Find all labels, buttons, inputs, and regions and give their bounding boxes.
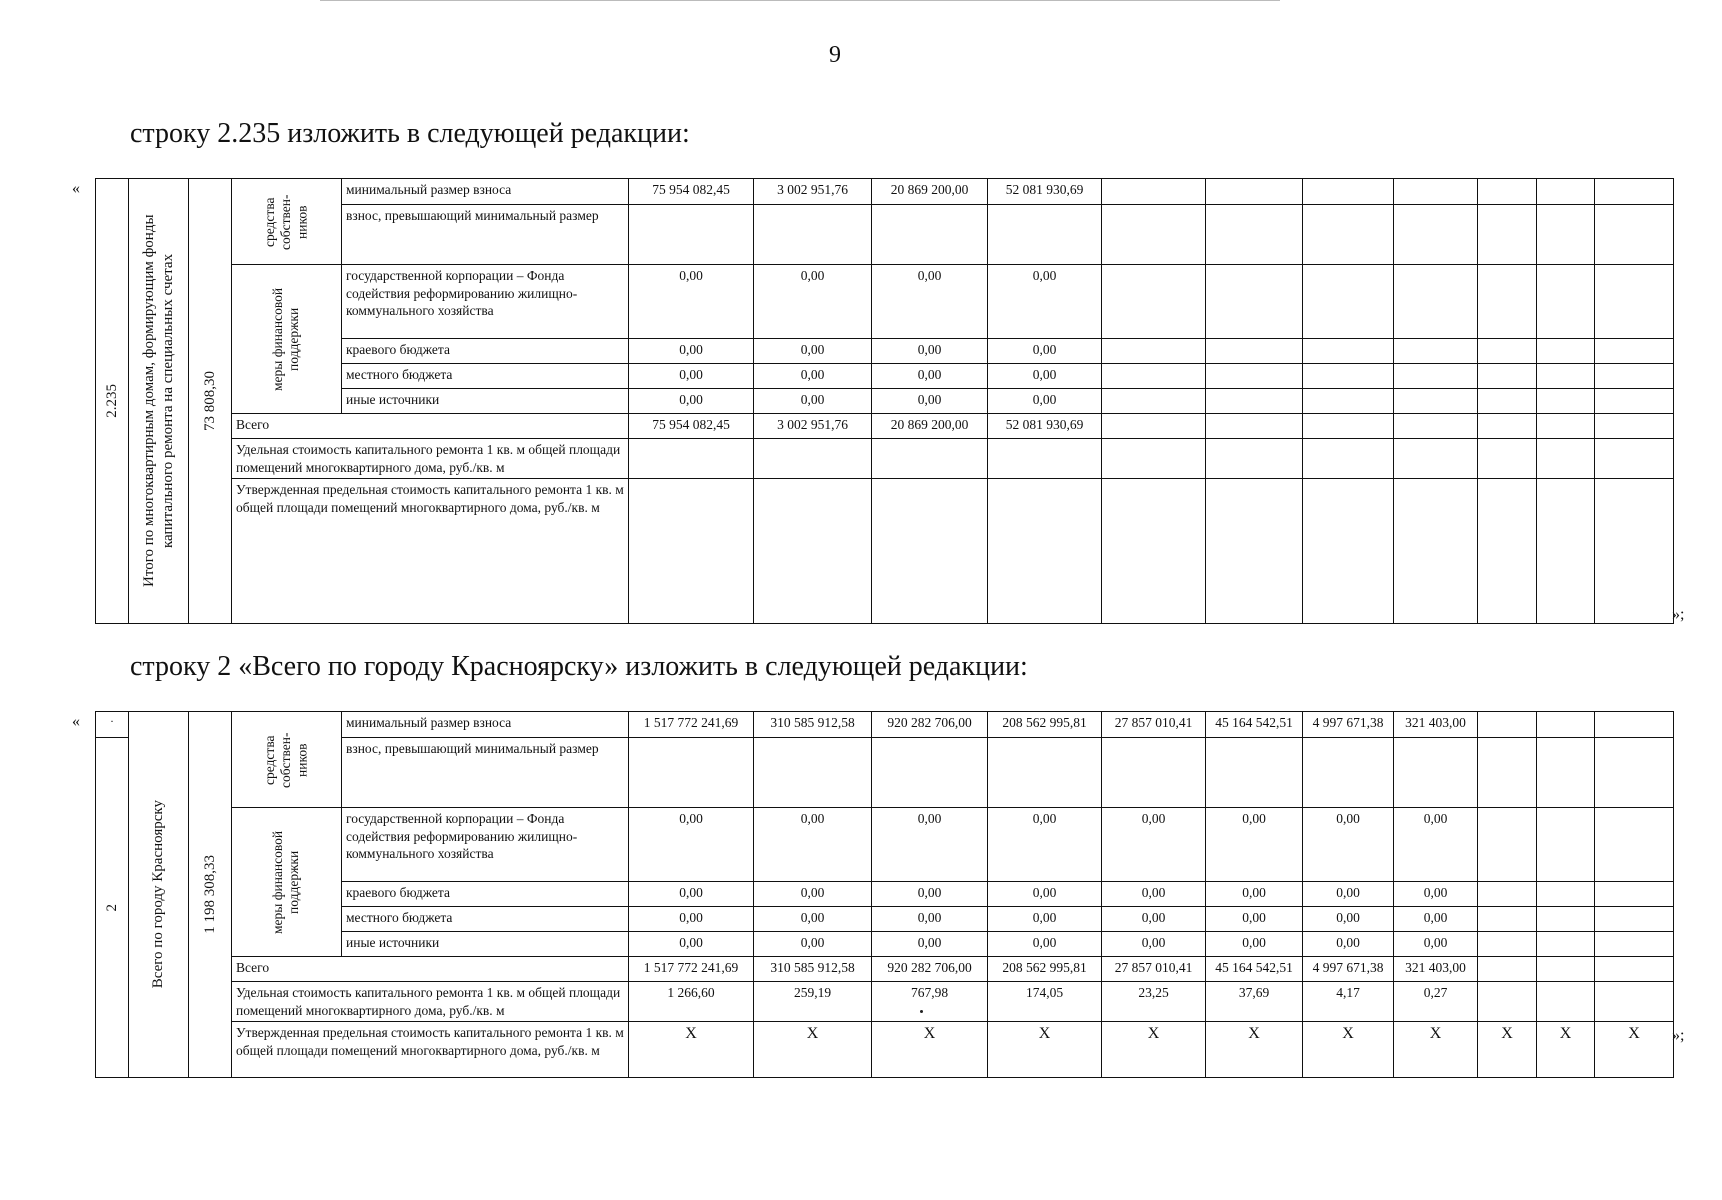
value-cell	[1102, 414, 1206, 439]
value-cell: 0,00	[872, 389, 988, 414]
row-code-cell	[96, 179, 129, 624]
value-cell	[872, 479, 988, 624]
value-cell	[1595, 712, 1674, 738]
row-name: Итого по многоквартирным домам, формирующим фонды капитального ремонта на специальных счетах	[140, 214, 176, 588]
value-cell: X	[629, 1022, 754, 1078]
row-label: иные источники	[342, 932, 629, 957]
value-cell: 0,00	[988, 364, 1102, 389]
section1-table	[95, 178, 1674, 624]
value-cell	[1303, 389, 1394, 414]
row-label: краевого бюджета	[342, 339, 629, 364]
value-cell: 0,00	[629, 932, 754, 957]
value-cell: 0,00	[988, 907, 1102, 932]
value-cell: 0,00	[1303, 808, 1394, 882]
value-cell	[1394, 439, 1478, 479]
value-cell: 0,00	[754, 808, 872, 882]
value-cell: 4 997 671,38	[1303, 712, 1394, 738]
value-cell	[1537, 738, 1595, 808]
value-cell	[754, 738, 872, 808]
row-label: местного бюджета	[342, 907, 629, 932]
value-cell: 0,00	[754, 265, 872, 339]
value-cell: 1 517 772 241,69	[629, 957, 754, 982]
value-cell	[1537, 339, 1595, 364]
value-cell: X	[988, 1022, 1102, 1078]
value-cell	[1102, 339, 1206, 364]
value-cell: 0,00	[754, 932, 872, 957]
value-cell: 0,00	[629, 364, 754, 389]
value-cell: 0,00	[988, 808, 1102, 882]
value-cell: X	[1595, 1022, 1674, 1078]
value-cell	[629, 479, 754, 624]
group-owners-label: средства собствен-ников	[262, 193, 310, 250]
value-cell: 0,00	[872, 932, 988, 957]
section2-table	[95, 711, 1674, 1078]
value-cell	[1206, 414, 1303, 439]
value-cell	[1595, 738, 1674, 808]
value-cell: 0,00	[1303, 932, 1394, 957]
value-cell	[1102, 479, 1206, 624]
section2-instruction: строку 2 «Всего по городу Красноярску» изложить в следующей редакции:	[130, 651, 1028, 682]
value-cell	[1206, 265, 1303, 339]
value-cell: 321 403,00	[1394, 712, 1478, 738]
value-cell: 27 857 010,41	[1102, 712, 1206, 738]
value-cell	[1206, 339, 1303, 364]
value-cell: X	[1206, 1022, 1303, 1078]
value-cell: X	[754, 1022, 872, 1078]
value-cell	[1537, 364, 1595, 389]
row-name-cell	[129, 712, 189, 1078]
value-cell: 0,00	[872, 339, 988, 364]
value-cell: 0,00	[988, 932, 1102, 957]
value-cell	[1394, 738, 1478, 808]
value-cell: X	[1537, 1022, 1595, 1078]
value-cell: 310 585 912,58	[754, 957, 872, 982]
value-cell	[1394, 414, 1478, 439]
value-cell: 0,00	[629, 808, 754, 882]
table-row	[96, 439, 1674, 479]
value-cell	[1537, 479, 1595, 624]
value-cell	[1595, 414, 1674, 439]
value-cell	[1206, 439, 1303, 479]
value-cell	[988, 479, 1102, 624]
value-cell	[1595, 265, 1674, 339]
value-cell	[1537, 265, 1595, 339]
value-cell	[1394, 205, 1478, 265]
value-cell	[1303, 265, 1394, 339]
value-cell	[1595, 982, 1674, 1022]
value-cell: 3 002 951,76	[754, 179, 872, 205]
value-cell: 0,00	[1102, 808, 1206, 882]
value-cell: 0,00	[1394, 907, 1478, 932]
value-cell	[1478, 364, 1537, 389]
value-cell: 0,00	[754, 339, 872, 364]
value-cell: 0,00	[988, 882, 1102, 907]
value-cell	[1595, 205, 1674, 265]
value-cell	[1478, 982, 1537, 1022]
table-row	[96, 957, 1674, 982]
value-cell: 767,98	[872, 982, 988, 1022]
value-cell: 23,25	[1102, 982, 1206, 1022]
value-cell: 0,00	[872, 265, 988, 339]
value-cell	[1537, 808, 1595, 882]
section1-open-quote: «	[72, 180, 80, 197]
value-cell: 0,00	[1206, 882, 1303, 907]
value-cell	[1303, 179, 1394, 205]
value-cell	[1595, 179, 1674, 205]
value-cell	[1206, 179, 1303, 205]
value-cell	[629, 439, 754, 479]
row-code: 2.235	[103, 384, 120, 418]
value-cell	[1394, 364, 1478, 389]
value-cell	[1595, 882, 1674, 907]
value-cell: 45 164 542,51	[1206, 957, 1303, 982]
value-cell: 0,00	[1303, 907, 1394, 932]
group-support-label: меры финансовой поддержки	[270, 287, 302, 391]
group-owners-cell	[232, 179, 342, 265]
section2-open-quote: «	[72, 713, 80, 730]
area-value: 73 808,30	[201, 371, 218, 432]
value-cell	[1595, 932, 1674, 957]
value-cell	[1537, 439, 1595, 479]
value-cell	[1206, 364, 1303, 389]
value-cell	[754, 205, 872, 265]
row-mark: ·	[96, 712, 129, 738]
value-cell: 0,00	[1394, 932, 1478, 957]
row-code-cell	[96, 738, 129, 1078]
value-cell: 0,27	[1394, 982, 1478, 1022]
value-cell	[1537, 932, 1595, 957]
value-cell: X	[1478, 1022, 1537, 1078]
value-cell	[1478, 265, 1537, 339]
table-row	[96, 712, 1674, 738]
value-cell	[1303, 339, 1394, 364]
value-cell	[754, 439, 872, 479]
page-number: 9	[829, 42, 841, 68]
value-cell: 0,00	[1206, 907, 1303, 932]
row-label: Утвержденная предельная стоимость капитального ремонта 1 кв. м общей площади помещений многоквартирного дома, руб./кв. м	[232, 479, 629, 624]
row-label: местного бюджета	[342, 364, 629, 389]
table-row	[96, 808, 1674, 882]
value-cell	[1206, 389, 1303, 414]
value-cell: 0,00	[1394, 882, 1478, 907]
value-cell: 174,05	[988, 982, 1102, 1022]
value-cell	[1102, 179, 1206, 205]
group-owners-cell	[232, 712, 342, 808]
value-cell	[1537, 205, 1595, 265]
value-cell: 0,00	[754, 907, 872, 932]
value-cell: X	[1394, 1022, 1478, 1078]
table-row	[96, 982, 1674, 1022]
value-cell: X	[1102, 1022, 1206, 1078]
row-label: Удельная стоимость капитального ремонта 1 кв. м общей площади помещений многоквартирного дома, руб./кв. м	[232, 439, 629, 479]
value-cell	[988, 205, 1102, 265]
row-label: Всего	[232, 414, 629, 439]
row-name-cell	[129, 179, 189, 624]
group-support-cell	[232, 265, 342, 414]
value-cell	[988, 439, 1102, 479]
value-cell: 37,69	[1206, 982, 1303, 1022]
value-cell	[1102, 265, 1206, 339]
value-cell	[1595, 479, 1674, 624]
value-cell: 208 562 995,81	[988, 712, 1102, 738]
value-cell: 0,00	[754, 882, 872, 907]
section1-instruction: строку 2.235 изложить в следующей редакции:	[130, 118, 690, 149]
value-cell: 4,17	[1303, 982, 1394, 1022]
value-cell: 75 954 082,45	[629, 414, 754, 439]
value-cell	[1478, 882, 1537, 907]
row-name: Всего по городу Красноярску	[150, 800, 167, 989]
value-cell: 0,00	[872, 808, 988, 882]
value-cell: 259,19	[754, 982, 872, 1022]
value-cell	[1303, 364, 1394, 389]
value-cell	[1478, 479, 1537, 624]
section2-close-quote: »;	[1672, 1027, 1685, 1044]
value-cell	[872, 439, 988, 479]
value-cell: 3 002 951,76	[754, 414, 872, 439]
value-cell	[1478, 205, 1537, 265]
value-cell	[1595, 364, 1674, 389]
value-cell	[1303, 439, 1394, 479]
value-cell	[1478, 389, 1537, 414]
value-cell: 75 954 082,45	[629, 179, 754, 205]
value-cell	[1478, 439, 1537, 479]
row-label: государственной корпорации – Фонда содействия реформированию жилищно-коммунального хозяйства	[342, 265, 629, 339]
value-cell	[1595, 439, 1674, 479]
value-cell	[1537, 982, 1595, 1022]
table-row	[96, 179, 1674, 205]
row-label: Всего	[232, 957, 629, 982]
value-cell	[1102, 389, 1206, 414]
value-cell: 0,00	[1102, 882, 1206, 907]
value-cell	[1394, 389, 1478, 414]
value-cell: 0,00	[629, 339, 754, 364]
section1-close-quote: »;	[1672, 606, 1685, 623]
value-cell: 27 857 010,41	[1102, 957, 1206, 982]
row-label: минимальный размер взноса	[342, 179, 629, 205]
value-cell: 0,00	[1102, 907, 1206, 932]
value-cell: X	[1303, 1022, 1394, 1078]
value-cell: 0,00	[872, 364, 988, 389]
table-row	[96, 265, 1674, 339]
value-cell	[629, 205, 754, 265]
stray-dot	[920, 1010, 923, 1013]
group-owners-label: средства собствен-ников	[262, 731, 310, 788]
row-label: Удельная стоимость капитального ремонта 1 кв. м общей площади помещений многоквартирного дома, руб./кв. м	[232, 982, 629, 1022]
value-cell	[1394, 265, 1478, 339]
value-cell	[1102, 738, 1206, 808]
row-label: минимальный размер взноса	[342, 712, 629, 738]
value-cell: 0,00	[988, 265, 1102, 339]
value-cell	[1102, 439, 1206, 479]
value-cell	[1537, 712, 1595, 738]
value-cell: 0,00	[1206, 808, 1303, 882]
value-cell	[1478, 738, 1537, 808]
value-cell	[1595, 389, 1674, 414]
value-cell	[1478, 957, 1537, 982]
value-cell	[1537, 957, 1595, 982]
group-support-label: меры финансовой поддержки	[270, 830, 302, 934]
value-cell: 310 585 912,58	[754, 712, 872, 738]
value-cell: 0,00	[988, 339, 1102, 364]
value-cell	[1206, 205, 1303, 265]
value-cell: 321 403,00	[1394, 957, 1478, 982]
value-cell: 1 266,60	[629, 982, 754, 1022]
value-cell	[1394, 479, 1478, 624]
area-value: 1 198 308,33	[201, 855, 218, 934]
value-cell: 45 164 542,51	[1206, 712, 1303, 738]
value-cell	[1478, 808, 1537, 882]
row-code: 2	[103, 903, 120, 912]
value-cell: 0,00	[629, 907, 754, 932]
value-cell: 920 282 706,00	[872, 957, 988, 982]
value-cell	[1478, 179, 1537, 205]
value-cell: 20 869 200,00	[872, 179, 988, 205]
value-cell	[1478, 932, 1537, 957]
value-cell	[754, 479, 872, 624]
table-row	[96, 414, 1674, 439]
value-cell	[1478, 414, 1537, 439]
value-cell	[1303, 738, 1394, 808]
value-cell	[1394, 179, 1478, 205]
row-label: взнос, превышающий минимальный размер	[342, 205, 629, 265]
value-cell: 52 081 930,69	[988, 179, 1102, 205]
value-cell	[1595, 808, 1674, 882]
value-cell: 0,00	[629, 265, 754, 339]
value-cell	[1303, 414, 1394, 439]
value-cell: 208 562 995,81	[988, 957, 1102, 982]
row-label: Утвержденная предельная стоимость капитального ремонта 1 кв. м общей площади помещений многоквартирного дома, руб./кв. м	[232, 1022, 629, 1078]
value-cell	[1595, 957, 1674, 982]
value-cell: 0,00	[1206, 932, 1303, 957]
row-label: государственной корпорации – Фонда содействия реформированию жилищно-коммунального хозяйства	[342, 808, 629, 882]
value-cell: 4 997 671,38	[1303, 957, 1394, 982]
value-cell	[1537, 907, 1595, 932]
value-cell	[629, 738, 754, 808]
value-cell: X	[872, 1022, 988, 1078]
value-cell: 0,00	[629, 882, 754, 907]
value-cell: 0,00	[1102, 932, 1206, 957]
area-cell	[189, 179, 232, 624]
value-cell: 0,00	[1394, 808, 1478, 882]
value-cell: 920 282 706,00	[872, 712, 988, 738]
value-cell	[1303, 479, 1394, 624]
value-cell	[1595, 339, 1674, 364]
value-cell	[1537, 179, 1595, 205]
table-row	[96, 1022, 1674, 1078]
row-label: взнос, превышающий минимальный размер	[342, 738, 629, 808]
value-cell	[1595, 907, 1674, 932]
value-cell	[1206, 479, 1303, 624]
row-label: краевого бюджета	[342, 882, 629, 907]
row-label: иные источники	[342, 389, 629, 414]
group-support-cell	[232, 808, 342, 957]
value-cell: 0,00	[754, 389, 872, 414]
value-cell	[1537, 414, 1595, 439]
value-cell	[1206, 738, 1303, 808]
value-cell: 0,00	[872, 907, 988, 932]
value-cell	[1102, 205, 1206, 265]
value-cell	[988, 738, 1102, 808]
value-cell: 20 869 200,00	[872, 414, 988, 439]
value-cell	[1478, 339, 1537, 364]
value-cell: 0,00	[872, 882, 988, 907]
value-cell: 0,00	[1303, 882, 1394, 907]
value-cell: 0,00	[629, 389, 754, 414]
value-cell	[1303, 205, 1394, 265]
value-cell	[872, 738, 988, 808]
value-cell	[872, 205, 988, 265]
value-cell	[1478, 712, 1537, 738]
table-row	[96, 479, 1674, 624]
value-cell: 52 081 930,69	[988, 414, 1102, 439]
value-cell	[1537, 882, 1595, 907]
area-cell	[189, 712, 232, 1078]
top-rule	[320, 0, 1280, 1]
value-cell	[1102, 364, 1206, 389]
value-cell	[1537, 389, 1595, 414]
value-cell: 1 517 772 241,69	[629, 712, 754, 738]
value-cell: 0,00	[988, 389, 1102, 414]
value-cell: 0,00	[754, 364, 872, 389]
value-cell	[1394, 339, 1478, 364]
value-cell	[1478, 907, 1537, 932]
